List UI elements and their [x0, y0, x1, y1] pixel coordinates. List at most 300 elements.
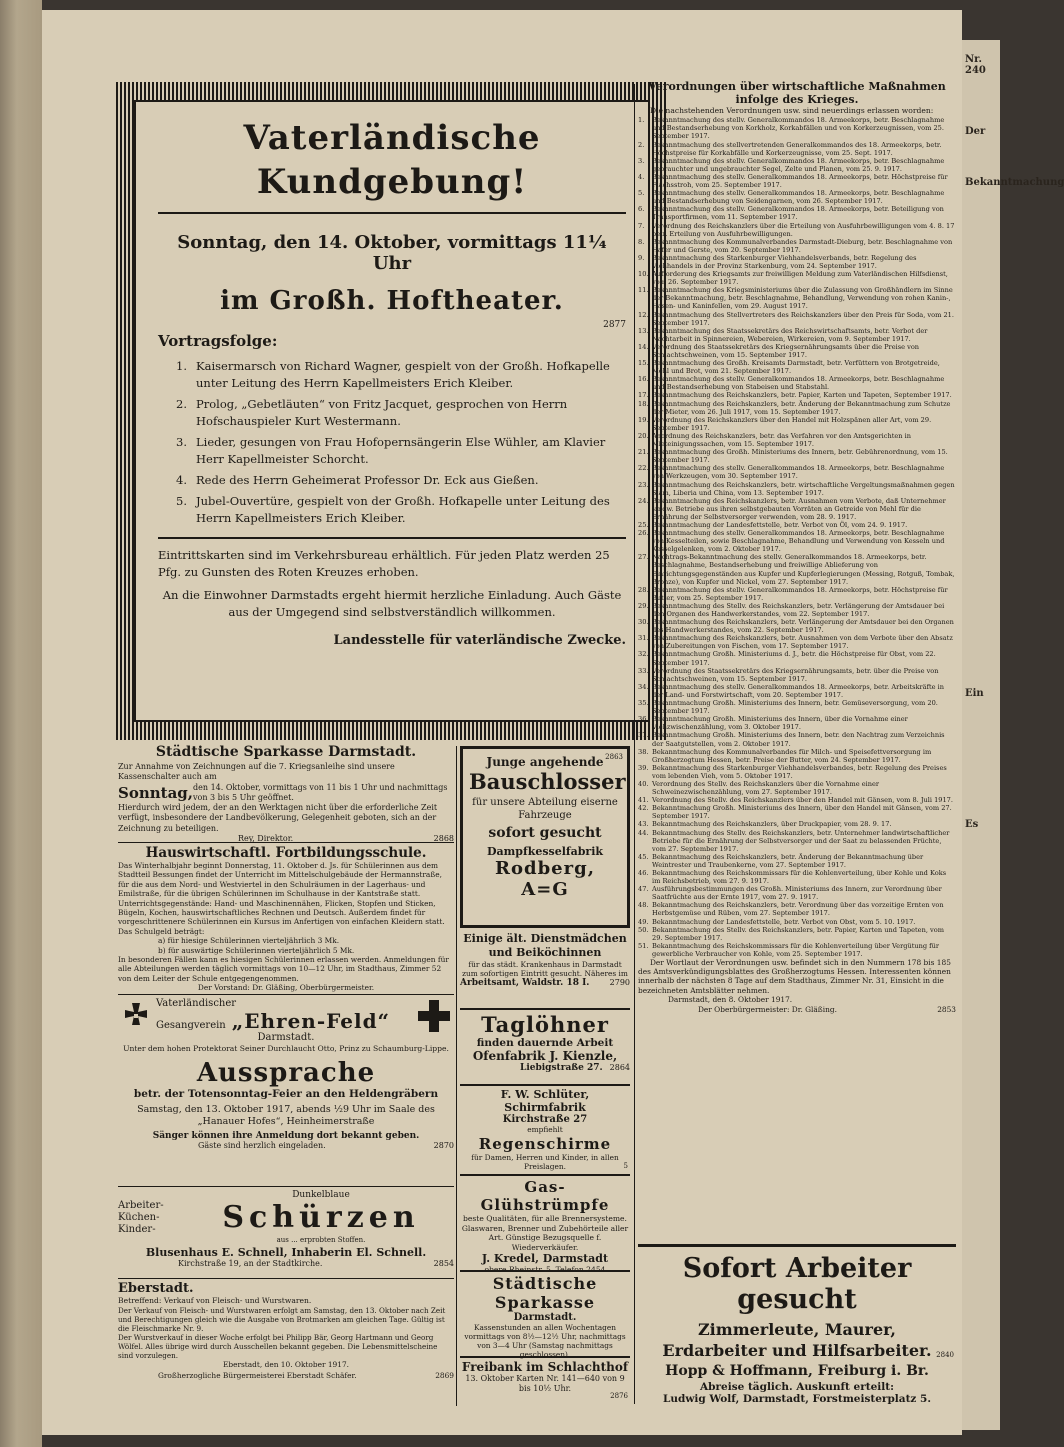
verordnung-text: Bekanntmachung des Stellvertreters des Reichskanzlers über den Preis für Soda, vom 21. September 1917. [652, 310, 954, 327]
gluehstruempfe-title: Gas-Glühstrümpfe [480, 1178, 610, 1214]
schuerzen-title: Schürzen [222, 1200, 420, 1236]
verordnung-text: Bekanntmachung des Reichskanzlers, über Druckpapier, vom 28. 9. 17. [652, 820, 892, 829]
next-page-fragment: Bekanntmachung [965, 177, 1064, 188]
schirmfabrik-ad [460, 1084, 630, 1172]
dienstmaedchen-body: für das städt. Krankenhaus in Darmstadt zum sofortigen Eintritt gesucht. Näheres im [462, 960, 628, 978]
verordnung-item [638, 764, 956, 780]
verordnung-number: 47. [638, 885, 649, 894]
verordnung-text: Bekanntmachung Großh. Ministeriums des Innern, über den Handel mit Gänsen, vom 27. September 1917. [652, 804, 952, 821]
sparkasse-intro: Zur Annahme von Zeichnungen auf die 7. Kriegsanleihe sind unsere Kassenschalter auch am [118, 762, 395, 782]
program-item [176, 472, 626, 489]
verordnung-number: 39. [638, 763, 649, 772]
bauschlosser-number: 2863 [605, 753, 623, 761]
verordnung-number: 50. [638, 925, 649, 934]
verordnung-text: Bekanntmachung des Reichskanzlers, betr. Änderung der Bekanntmachung über Weintrester und Traubenkerne, vom 27. September 1917. [652, 852, 924, 869]
verordnung-number: 38. [638, 747, 649, 756]
schuerzen-types [118, 1200, 188, 1236]
ehrenfeld-name-block [156, 999, 418, 1033]
bauschlosser-line3: sofort gesucht [488, 825, 602, 841]
schirmfabrik-company: F. W. Schlüter, Schirmfabrik [500, 1088, 590, 1114]
schirmfabrik-body: für Damen, Herren und Kinder, in allen Preislagen. [471, 1153, 619, 1172]
sparkasse2-title: Städtische Sparkasse [492, 1274, 598, 1312]
arbeiter-title: Sofort Arbeiter gesucht [682, 1253, 912, 1315]
program-text: Jubel-Ouvertüre, gespielt von der Großh. Hofkapelle unter Leitung des Herrn Kapellmeisters Erich Kleiber. [196, 494, 610, 525]
schirmfabrik-title: Regenschirme [478, 1135, 612, 1154]
ehrenfeld-city: Darmstadt. [257, 1032, 315, 1044]
tagloehner-ad [460, 1008, 630, 1082]
verordnung-number: 18. [638, 399, 649, 408]
sparkasse-hours: den 14. Oktober, vormittags von 11 bis 1 Uhr und nachmittags von 3 bis 5 Uhr geöffnet. [193, 782, 448, 802]
freibank-ad [460, 1356, 630, 1402]
verordnung-text: Bekanntmachung der Landesfettstelle, betr. Verbot von Öl, vom 24. 9. 1917. [652, 520, 908, 529]
verordnung-text: Verordnung des Staatssekretärs des Kriegsernährungsamts, betr. über die Preise von Schlachtschweinen, vom 15. September 1917. [652, 666, 939, 683]
gluehstruempfe-company: J. Kredel, Darmstadt [481, 1252, 609, 1266]
verordnung-item [638, 391, 956, 399]
verordnung-number: 1. [638, 116, 645, 125]
verordnung-text: Verordnung des Reichskanzlers über den Handel mit Holzspänen aller Art, vom 29. September 1917. [652, 415, 932, 432]
verordnung-text: Bekanntmachung des Reichskanzlers, betr. Verlängerung der Amtsdauer bei den Organen des Handwerkerstandes, vom 22. September 1917. [652, 618, 954, 635]
verordnung-item [638, 327, 956, 343]
dienstmaedchen-office: Arbeitsamt, Waldstr. 18 I. [460, 978, 590, 988]
ehrenfeld-header [118, 999, 454, 1033]
verordnung-text: Bekanntmachung des Reichskanzlers, betr. wirtschaftliche Vergeltungsmaßnahmen gegen Siam, Liberia und China, vom 13. September 1917. [652, 480, 955, 497]
verordnung-item [638, 448, 956, 464]
verordnung-number: 41. [638, 796, 649, 805]
verordnung-text: Bekanntmachung des Stellv. des Reichskanzlers, betr. Papier, Karten und Tapeten, vom 29. September 1917. [652, 925, 944, 942]
eberstadt-body2: Der Wurstverkauf in dieser Woche erfolgt bei Philipp Bär, Georg Hartmann und Georg Wölfel. Alles übrige wird durch Ausschellen bekannt gegeben. Die Lebensmittelscheine sind vorzulegen. [118, 1333, 438, 1361]
verordnung-number: 45. [638, 852, 649, 861]
verordnung-item [638, 667, 956, 683]
eberstadt-date: Eberstadt, den 10. Oktober 1917. [222, 1360, 350, 1370]
column-divider [634, 84, 635, 1404]
verordnung-number: 31. [638, 634, 649, 643]
program-text: Kaisermarsch von Richard Wagner, gespielt von der Großh. Hofkapelle unter Leitung des Herrn Kapellmeisters Erich Kleiber. [196, 359, 610, 390]
program-number: 5. [176, 494, 187, 508]
freibank-number: 2876 [610, 1392, 628, 1400]
verordnung-text: Bekanntmachung des Reichskommissars für die Kohlenverteilung, über Kohle und Koks im Reichsbetrieb, vom 27. 9. 1917. [652, 869, 947, 886]
verordnung-number: 29. [638, 601, 649, 610]
verordnung-number: 21. [638, 448, 649, 457]
dienstmaedchen-title: Einige ält. Dienstmädchen und Beiköchinnen [463, 932, 627, 959]
verordnung-item [638, 869, 956, 885]
verordnung-number: 26. [638, 529, 649, 538]
verordnung-text: Nachtrags-Bekanntmachung des stellv. Generalkommandos 18. Armeekorps, betr. Beschlagnahme, Bestandserhebung und freiwillige Ablieferung von Einrichtungsgegenständen aus Kupfer und Kupferlegierungen (Messing, Rotguß, Tombak, Bronze), von Kupfer und Nickel, vom 27. September 1917. [652, 553, 955, 586]
bauschlosser-line2: für unsere Abteilung eiserne Fahrzeuge [472, 797, 618, 821]
verordnung-text: Ausführungsbestimmungen des Großh. Ministeriums des Innern, zur Verordnung über Saatfrüchte aus der Ernte 1917, vom 27. 9. 1917. [652, 885, 942, 902]
verordnung-text: Bekanntmachung der Landesfettstelle, betr. Verbot von Obst, vom 5. 10. 1917. [652, 917, 916, 926]
verordnung-text: Bekanntmachung des stellv. Generalkommandos 18. Armeekorps, betr. Beschlagnahme und Bestandserhebung von Korkholz, Korkabfällen und von Korkerzeugnissen, vom 25. September 1917. [652, 116, 945, 141]
dienstmaedchen-number: 2790 [609, 978, 630, 987]
ehrenfeld-date: Samstag, den 13. Oktober 1917, abends ½9 Uhr im Saale des „Hanauer Hofes“, Heinheimerstraße [137, 1103, 435, 1127]
divider [158, 537, 626, 539]
tagloehner-address: Liebigstraße 27. [520, 1063, 603, 1073]
verordnung-number: 27. [638, 553, 649, 562]
verordnung-item [638, 918, 956, 926]
verordnung-number: 51. [638, 941, 649, 950]
sparkasse-number: 2868 [433, 834, 454, 844]
arbeiter-contact: Ludwig Wolf, Darmstadt, Forstmeisterplatz 5. [662, 1393, 932, 1405]
schuerzen-bottom: aus ... erprobten Stoffen. [276, 1236, 366, 1245]
verordnung-item [638, 497, 956, 521]
schuerzen-address: Kirchstraße 19, an der Stadtkirche. [178, 1258, 323, 1268]
verordnung-item [638, 205, 956, 221]
eberstadt-body: Der Verkauf von Fleisch- und Wurstwaren erfolgt am Samstag, den 13. Oktober nach Zeit und Berechtigungen gleich wie die Ausgabe von Brotmarken am gleichen Tage. Gültig ist die Fleischmarke Nr. 9. [118, 1306, 446, 1334]
verordnung-item [638, 820, 956, 828]
verordnung-number: 12. [638, 310, 649, 319]
verordnung-number: 19. [638, 415, 649, 424]
sparkasse2-body: Kassenstunden an allen Wochentagen vormittags von 8½—12½ Uhr, nachmittags von 3—4 Uhr (Samstag nachmittags geschlossen). [464, 1323, 626, 1359]
kundgebung-frame [116, 82, 668, 740]
verordnung-text: Bekanntmachung des stellv. Generalkommandos 18. Armeekorps, betr. Höchstpreise für Flachsstroh, vom 25. September 1917. [652, 172, 948, 190]
eberstadt-number: 2869 [435, 1370, 454, 1380]
verordnung-number: 34. [638, 682, 649, 691]
gluehstruempfe-ad [460, 1174, 630, 1275]
verordnung-number: 30. [638, 618, 649, 627]
verordnung-number: 22. [638, 464, 649, 473]
verordnung-item [638, 650, 956, 666]
dienstmaedchen-footer [460, 978, 630, 988]
tagloehner-line: finden dauernde Arbeit [476, 1037, 614, 1049]
verordnung-text: Bekanntmachung des stellv. Generalkommandos 18. Armeekorps, betr. Beschlagnahme gebrauchter und ungebrauchter Segel, Zelte und Planen, vom 25. 9. 1917. [652, 156, 945, 173]
verordnung-item [638, 416, 956, 432]
verordnung-text: Bekanntmachung des Reichskanzlers, betr. Ausnahmen von dem Verbote über den Absatz von Zubereitungen von Fischen, vom 17. September 1917. [652, 634, 953, 651]
bauschlosser-line1: Junge angehende [486, 755, 604, 769]
verordnung-item [638, 586, 956, 602]
verordnung-text: Bekanntmachung des Großh. Ministeriums des Innern, betr. Gebührenordnung, vom 15. September 1917. [652, 448, 948, 465]
program-item [176, 493, 626, 527]
kundgebung-invitation: An die Einwohner Darmstadts ergeht hiermit herzliche Einladung. Auch Gäste aus der Umgegend sind selbstverständlich willkommen. [162, 588, 622, 619]
verordnung-item [638, 796, 956, 804]
verordnung-number: 9. [638, 253, 645, 262]
program-number: 2. [176, 397, 187, 411]
ehrenfeld-name-row [156, 1009, 418, 1033]
schuerzen-type: Arbeiter- [118, 1199, 164, 1211]
red-cross-icon [418, 1000, 450, 1032]
verordnung-number: 7. [638, 221, 645, 230]
verordnung-item [638, 141, 956, 157]
verordnung-number: 5. [638, 189, 645, 198]
verordnung-number: 49. [638, 917, 649, 926]
verordnung-text: Bekanntmachung des stellv. Generalkommandos 18. Armeekorps, betr. Beschlagnahme und Bestandserhebung von Stabeisen und Stabstahl. [652, 375, 945, 392]
verordnung-item [638, 715, 956, 731]
bauschlosser-name: Rodberg, A=G [495, 858, 595, 900]
verordnung-item [638, 804, 956, 820]
ehrenfeld-patron: Unter dem hohen Protektorat Seiner Durchlaucht Otto, Prinz zu Schaumburg-Lippe. [123, 1043, 449, 1053]
verordnung-item [638, 400, 956, 416]
verordnung-item [638, 699, 956, 715]
schuerzen-ad [118, 1186, 454, 1276]
verordnung-number: 24. [638, 496, 649, 505]
verordnung-item [638, 432, 956, 448]
arbeiter-number: 2840 [936, 1351, 954, 1359]
arbeiter-trades: Zimmerleute, Maurer, Erdarbeiter und Hilfsarbeiter. [662, 1320, 932, 1360]
verordnung-text: Bekanntmachung des stellv. Generalkommandos 18. Armeekorps, betr. Höchstpreise für Butter, vom 25. September 1917. [652, 585, 948, 602]
tagloehner-number: 2864 [609, 1063, 630, 1072]
ehrenfeld-name: „Ehren-Feld“ [231, 1009, 391, 1034]
verordnung-number: 37. [638, 731, 649, 740]
verordnung-text: Bekanntmachung des Reichskanzlers, betr. Änderung der Bekanntmachung zum Schutze der Mieter, vom 26. Juli 1917, vom 15. September 1917. [652, 399, 951, 416]
program-list [176, 358, 626, 527]
verordnung-text: Verordnung des Stellv. des Reichskanzlers über den Handel mit Gänsen, vom 8. Juli 1917. [652, 796, 953, 805]
verordnung-item [638, 926, 956, 942]
kundgebung-tickets: Eintrittskarten sind im Verkehrsbureau erhältlich. Für jeden Platz werden 25 Pfg. zu Gunsten des Roten Kreuzes erhoben. [158, 548, 610, 579]
program-item [176, 358, 626, 392]
kundgebung-signature: Landesstelle für vaterländische Zwecke. [333, 633, 626, 648]
ehrenfeld-line1: Vaterländischer [156, 998, 237, 1009]
program-item [176, 434, 626, 468]
verordnung-item [638, 829, 956, 853]
verordnung-number: 36. [638, 715, 649, 724]
verordnungen-column [638, 80, 956, 1240]
verordnung-number: 32. [638, 650, 649, 659]
program-item [176, 396, 626, 430]
sparkasse-signature: Rey, Direktor. [238, 834, 294, 844]
verordnung-text: Aufforderung des Kriegsamts zur freiwilligen Meldung zum Vaterländischen Hilfsdienst, vom 26. September 1917. [652, 270, 948, 287]
verordnung-text: Bekanntmachung des stellvertretenden Generalkommandos des 18. Armeekorps, betr. Höchstpreise für Korkabfälle und Korkerzeugnisse, vom 25. Sept. 1917. [652, 140, 942, 157]
verordnung-text: Bekanntmachung des Starkenburger Viehhandelsverbandes, betr. Regelung des Preises vom lebenden Vieh, vom 5. Oktober 1917. [652, 763, 947, 780]
verordnung-text: Bekanntmachung des Reichskanzlers, betr. Papier, Karten und Tapeten, September 1917. [652, 391, 952, 400]
verordnung-item [638, 481, 956, 497]
verordnung-text: Bekanntmachung des Stellv. des Reichskanzlers, betr. Unternehmer landwirtschaftlicher Betriebe für die Ernährung der Selbstversorger und der Saat zu belassenden Früchte, vom 27. September 1917. [652, 828, 950, 853]
schuerzen-type: Küchen- [118, 1211, 160, 1223]
ehrenfeld-line2: Gesangverein [156, 1020, 226, 1032]
verordnung-item [638, 254, 956, 270]
fortbildung-subjects: Unterrichtsgegenstände: Hand- und Maschinennähen, Flicken, Stopfen und Sticken, Bügeln, Kochen, hauswirtschaftliches Rechnen und Deutsch. Außerdem findet für vorgeschrittenere Schülerinnen ein Kursus im Anfertigen von einfachen Kleidern statt. [118, 898, 445, 927]
verordnung-text: Bekanntmachung Großh. Ministeriums des Innern, über die Vornahme einer Viehzwischenzählung, vom 3. Oktober 1917. [652, 715, 908, 732]
verordnung-item [638, 748, 956, 764]
kundgebung-number: 2877 [603, 320, 626, 330]
verordnung-number: 11. [638, 286, 649, 295]
verordnung-text: Verordnung des Reichskanzlers über die Erteilung von Ausfuhrbewilligungen vom 4. 8. 17 betr. Erteilung von Ausfuhrbewilligungen. [652, 221, 955, 238]
verordnung-number: 10. [638, 270, 649, 279]
verordnungen-date: Darmstadt, den 8. Oktober 1917. [668, 994, 793, 1004]
kundgebung-ad [134, 100, 650, 722]
verordnungen-number: 2853 [937, 1005, 956, 1015]
verordnung-item [638, 359, 956, 375]
iron-cross-icon [122, 1002, 150, 1030]
verordnung-number: 23. [638, 480, 649, 489]
schirmfabrik-number: 5 [623, 1162, 628, 1170]
verordnung-item [638, 521, 956, 529]
verordnung-number: 4. [638, 172, 645, 181]
verordnung-item [638, 464, 956, 480]
program-number: 1. [176, 359, 187, 373]
schuerzen-row [118, 1190, 454, 1246]
verordnung-item [638, 529, 956, 553]
dienstmaedchen-ad [460, 932, 630, 1006]
eberstadt-signature: Großherzogliche Bürgermeisterei Eberstadt Schäfer. [158, 1370, 357, 1380]
verordnung-text: Bekanntmachung des Reichskanzlers, betr. Verordnung über das vorzeitige Ernten von Herbstgemüse und Rüben, vom 27. September 1917. [652, 901, 944, 918]
verordnungen-list [638, 116, 956, 958]
verordnung-text: Bekanntmachung des Starkenburger Viehhandelsverbands, betr. Regelung des Viehhandels in der Provinz Starkenburg, vom 24. September 1917. [652, 253, 917, 270]
sparkasse-ad [118, 744, 454, 844]
ehrenfeld-footer [118, 1141, 454, 1151]
verordnung-number: 35. [638, 699, 649, 708]
arbeiter-travel: Abreise täglich. Auskunft erteilt: [700, 1381, 894, 1393]
eberstadt-subject: Betreffend: Verkauf von Fleisch- und Wurstwaren. [118, 1296, 312, 1305]
verordnung-number: 2. [638, 140, 645, 149]
schuerzen-type: Kinder- [118, 1223, 156, 1235]
verordnung-number: 43. [638, 820, 649, 829]
verordnung-text: Bekanntmachung des Stellv. des Reichskanzlers, betr. Verlängerung der Amtsdauer bei den Organen des Handwerkerstandes, vom 22. September 1917. [652, 601, 945, 619]
bauschlosser-ad [460, 746, 630, 928]
verordnungen-intro: Die nachstehenden Verordnungen usw. sind neuerdings erlassen worden: [650, 106, 934, 115]
eberstadt-title: Eberstadt. [118, 1281, 194, 1296]
kundgebung-title: Vaterländische Kundgebung! [158, 116, 626, 214]
arbeiter-ad [638, 1244, 956, 1404]
verordnung-text: Bekanntmachung des stellv. Generalkommandos 18. Armeekorps, betr. Arbeitskräfte in der Land- und Forstwirtschaft, vom 20. September 1917. [652, 682, 945, 699]
program-number: 4. [176, 473, 187, 487]
freibank-line: 13. Oktober Karten Nr. 141—640 von 9 bis 10½ Uhr. [465, 1374, 625, 1394]
eberstadt-footer [118, 1371, 454, 1381]
verordnung-text: Bekanntmachung des Reichskommissars für die Kohlenverteilung über Vergütung für gewerbliche Verbraucher von Kohle, vom 25. September 1917. [652, 941, 940, 958]
gluehstruempfe-address: obere Rheinstr. 5. Telefon 2454 [484, 1265, 606, 1275]
freibank-title: Freibank im Schlachthof [461, 1360, 629, 1374]
fortbildung-body: Das Winterhalbjahr beginnt Donnerstag, 11. Oktober d. Js. für Schülerinnen aus dem Stadtteil Bessungen findet der Unterricht im Mittelschulgebäude der Hermannstraße, für die aus dem Nord- und Westviertel in den Schulräumen in der Lagerhaus- und Emilstraße, für die übrigen Schülerinnen im Schulhause in der Kantstraße statt. [118, 861, 443, 899]
verordnung-number: 28. [638, 585, 649, 594]
verordnungen-closing: Der Wortlaut der Verordnungen usw. befindet sich in den Nummern 178 bis 185 des Amtsverkündigungsblattes des Großherzogtums Hessen. Interessenten können innerhalb der nächsten 8 Tage auf dem Stadthaus, Zimmer Nr. 31, Einsicht in die bezeichneten Amtsblätter nehmen. [638, 958, 951, 995]
verordnung-item [638, 683, 956, 699]
verordnung-item [638, 731, 956, 747]
kundgebung-venue: im Großh. Hoftheater. [220, 286, 564, 316]
sparkasse-sunday: Sonntag, [118, 783, 194, 802]
adjacent-page-edge [962, 40, 1064, 1430]
verordnung-text: Bekanntmachung des Kommunalverbandes für Milch- und Speisefettversorgung im Großherzogtum Hessen, betr. Preise der Butter, vom 24. September 1917. [652, 747, 932, 764]
verordnung-item [638, 222, 956, 238]
gluehstruempfe-body: beste Qualitäten, für alle Brennersysteme. Glaswaren, Brenner und Zubehörteile aller Art. Günstige Bezugsquelle f. Wiederverkäufer. [461, 1214, 629, 1252]
verordnung-item [638, 157, 956, 173]
kundgebung-date: Sonntag, den 14. Oktober, vormittags 11¼ Uhr [177, 232, 607, 274]
verordnungen-footer [638, 1005, 956, 1015]
next-page-fragment: Es [965, 819, 979, 830]
verordnung-number: 15. [638, 359, 649, 368]
column-divider [456, 746, 457, 1406]
verordnung-number: 46. [638, 869, 649, 878]
schirmfabrik-address: Kirchstraße 27 [502, 1114, 588, 1125]
program-text: Prolog, „Gebetläuten“ von Fritz Jacquet, gesprochen von Herrn Hofschauspieler Kurt Westermann. [196, 397, 568, 428]
fortbildung-ad [118, 842, 454, 992]
verordnung-item [638, 173, 956, 189]
schuerzen-footer [118, 1259, 454, 1269]
verordnung-number: 16. [638, 375, 649, 384]
fortbildung-signature: Der Vorstand: Dr. Gläßing, Oberbürgermeister. [197, 983, 375, 993]
verordnung-text: Bekanntmachung des Kriegsministeriums über die Zulassung von Großhändlern im Sinne der Bekanntmachung, betr. Beschlagnahme, Behandlung, Verwendung von rohen Kanin-, Hasen- und Kaninfellen, vom 29. August 1917. [652, 286, 953, 311]
verordnung-number: 20. [638, 431, 649, 440]
sparkasse-sunday-row [118, 783, 454, 804]
schuerzen-title-block [188, 1190, 454, 1246]
program-heading: Vortragsfolge: [158, 332, 278, 350]
verordnung-text: Bekanntmachung des stellv. Generalkommandos 18. Armeekorps, betr. Beteiligung von Transportfirmen, vom 11. September 1917. [652, 205, 944, 222]
verordnung-text: Bekanntmachung des stellv. Generalkommandos 18. Armeekorps, betr. Beschlagnahme von Kesselteilen, sowie Beschlagnahme, Behandlung und Verwendung von Kesseln und Kesselgelenken, vom 2. Oktober 1917. [652, 529, 945, 554]
schuerzen-shop: Blusenhaus E. Schnell, Inhaberin El. Schnell. [145, 1245, 427, 1259]
ehrenfeld-number: 2870 [433, 1140, 454, 1150]
verordnung-number: 44. [638, 828, 649, 837]
tagloehner-footer [460, 1063, 630, 1073]
verordnung-text: Bekanntmachung des Großh. Kreisamts Darmstadt, betr. Verfüttern von Brotgetreide, Mehl und Brot, vom 21. September 1917. [652, 359, 940, 376]
bauschlosser-title: Bauschlosser [469, 769, 626, 794]
ehrenfeld-subtitle: betr. der Totensonntag-Feier an den Heldengräbern [133, 1087, 439, 1100]
verordnung-item [638, 311, 956, 327]
verordnung-text: Bekanntmachung des stellv. Generalkommandos 18. Armeekorps, betr. Beschlagnahme von Werkzeugen, vom 30. September 1917. [652, 464, 945, 481]
verordnungen-title: Verordnungen über wirtschaftliche Maßnahmen [648, 80, 946, 93]
sparkasse-title: Städtische Sparkasse Darmstadt. [155, 744, 417, 760]
verordnung-item [638, 286, 956, 310]
eberstadt-ad [118, 1278, 454, 1398]
verordnungen-signature: Der Oberbürgermeister: Dr. Gläßing. [698, 1005, 837, 1015]
ehrenfeld-ad [118, 994, 454, 1184]
verordnung-text: Bekanntmachung des stellv. Generalkommandos 18. Armeekorps, betr. Beschlagnahme und Bestandserhebung von Seidengarnen, vom 26. September 1917. [652, 189, 945, 206]
verordnung-number: 42. [638, 804, 649, 813]
verordnung-text: Bekanntmachung Großh. Ministeriums des Innern, betr. den Nachtrag zum Verzeichnis der Saatgutstellen, vom 2. Oktober 1917. [652, 731, 945, 748]
verordnung-item [638, 618, 956, 634]
verordnung-item [638, 634, 956, 650]
sparkasse2-city: Darmstadt. [513, 1312, 577, 1323]
sparkasse2-ad [460, 1270, 630, 1359]
verordnung-text: Bekanntmachung Großh. Ministeriums d. J., betr. die Höchstpreise für Obst, vom 22. September 1917. [652, 650, 936, 667]
verordnung-text: Bekanntmachung des Kommunalverbandes Darmstadt-Dieburg, betr. Beschlagnahme von Hafer und Gerste, vom 20. September 1917. [652, 237, 953, 254]
verordnung-text: Bekanntmachung Großh. Ministeriums des Innern, betr. Gemüseversorgung, vom 20. September 1917. [652, 699, 938, 716]
ehrenfeld-guests: Gäste sind herzlich eingeladen. [198, 1140, 326, 1150]
verordnung-item [638, 375, 956, 391]
verordnung-item [638, 270, 956, 286]
tagloehner-title: Taglöhner [481, 1012, 609, 1037]
schuerzen-top: Dunkelblaue [292, 1190, 350, 1200]
verordnung-number: 6. [638, 205, 645, 214]
verordnung-item [638, 885, 956, 901]
newspaper-page [42, 10, 962, 1435]
sparkasse-body: Hierdurch wird jedem, der an den Werktagen nicht über die erforderliche Zeit verfügt, insbesondere der Landbevölkerung, Gelegenheit geboten, sich an der Zeichnung zu beteiligen. [118, 803, 438, 833]
verordnung-text: Verordnung des Staatssekretärs des Kriegsernährungsamts über die Preise von Schlachtschweinen, vom 15. September 1917. [652, 342, 920, 360]
verordnung-item [638, 343, 956, 359]
verordnung-text: Verordnung des Stellv. des Reichskanzlers über die Vornahme einer Schweinezwischenzählung, vom 27. September 1917. [652, 779, 880, 797]
bauschlosser-company: Dampfkesselfabrik [486, 845, 604, 858]
fortbildung-title: Hauswirtschaftl. Fortbildungsschule. [145, 845, 427, 861]
verordnung-number: 25. [638, 520, 649, 529]
verordnung-item [638, 942, 956, 958]
schuerzen-number: 2854 [433, 1258, 454, 1268]
program-text: Lieder, gesungen von Frau Hofopernsängerin Else Wühler, am Klavier Herr Kapellmeister Schorcht. [196, 435, 606, 466]
verordnung-number: 14. [638, 342, 649, 351]
verordnung-item [638, 553, 956, 585]
verordnung-number: 3. [638, 156, 645, 165]
verordnung-text: Bekanntmachung des Staatssekretärs des Reichswirtschaftsamts, betr. Verbot der Nachtarbeit in Spinnereien, Webereien, Wirkereien, vom 9. September 1917. [652, 326, 928, 343]
verordnung-item [638, 602, 956, 618]
verordnung-number: 33. [638, 666, 649, 675]
arbeiter-company: Hopp & Hoffmann, Freiburg i. Br. [665, 1363, 929, 1379]
fortbildung-fee: b) für auswärtige Schülerinnen vierteljährlich 5 Mk. [158, 945, 355, 955]
fortbildung-closing: In besonderen Fällen kann es hiesigen Schülerinnen erlassen werden. Anmeldungen für alle Abteilungen werden täglich vormittags von 10—12 Uhr, im Stadthaus, Zimmer 52 von dem Leiter der Schule entgegengenommen. [118, 955, 449, 983]
verordnung-item [638, 853, 956, 869]
verordnung-text: Anordnung des Reichskanzlers, betr. das Verfahren vor den Amtsgerichten in Mieteinigungssachen, vom 15. September 1917. [652, 431, 911, 449]
verordnungen-subtitle: infolge des Krieges. [735, 93, 859, 106]
verordnung-item [638, 780, 956, 796]
next-page-header: Nr. 240 [965, 54, 986, 76]
verordnung-item [638, 901, 956, 917]
book-binding-left [0, 0, 42, 1447]
fortbildung-fee: a) für hiesige Schülerinnen vierteljährlich 3 Mk. [158, 936, 340, 946]
ehrenfeld-title: Aussprache [196, 1057, 376, 1088]
ehrenfeld-note: Sänger können ihre Anmeldung dort bekannt geben. [152, 1130, 420, 1141]
verordnung-item [638, 116, 956, 140]
verordnung-number: 8. [638, 237, 645, 246]
next-page-fragment: Der [965, 126, 986, 137]
verordnung-number: 40. [638, 779, 649, 788]
schirmfabrik-recommends: empfiehlt [527, 1125, 563, 1134]
verordnung-number: 48. [638, 901, 649, 910]
verordnung-item [638, 189, 956, 205]
verordnung-number: 17. [638, 391, 649, 400]
tagloehner-company: Ofenfabrik J. Kienzle, [472, 1049, 618, 1063]
